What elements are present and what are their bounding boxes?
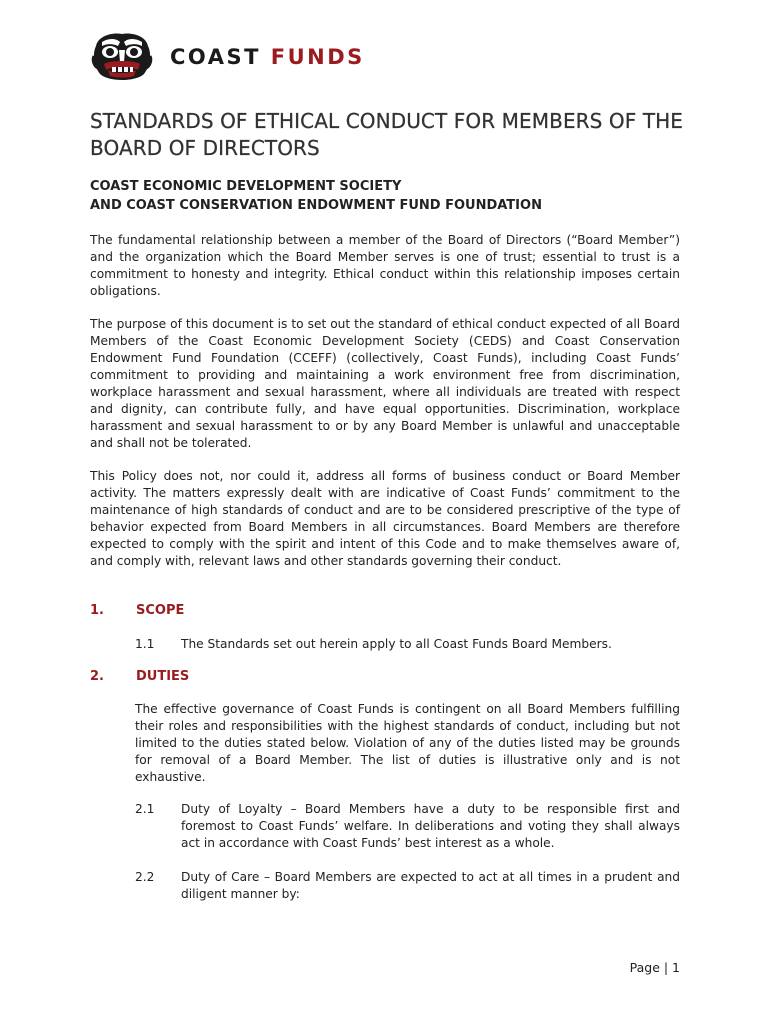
document-title: STANDARDS OF ETHICAL CONDUCT FOR MEMBERS OF THE BOARD OF DIRECTORS bbox=[90, 109, 684, 160]
duties-intro-paragraph: The effective governance of Coast Funds is contingent on all Board Members fulfilling their roles and responsibilities with the highest standards of conduct, including but not limited to the duties stated below. Violation of any of the duties listed may be grounds for removal of a Board Member. The list of duties is illustrative only and is not exhaustive. bbox=[135, 702, 680, 784]
clause-2-2 bbox=[135, 869, 680, 903]
clause-number: 1.1 bbox=[135, 637, 155, 651]
section-number: 2. bbox=[90, 669, 104, 684]
section-heading-duties bbox=[90, 668, 189, 686]
section-title: DUTIES bbox=[136, 669, 190, 684]
section-title: SCOPE bbox=[136, 603, 185, 618]
coast-funds-mask-logo-icon bbox=[90, 32, 154, 82]
clause-text: Duty of Loyalty – Board Members have a duty to be responsible first and foremost to Coast Funds’ welfare. In deliberations and voting they shall always act in accordance with Coast Funds’ best interest as a whole. bbox=[181, 802, 680, 850]
intro-paragraph-2: The purpose of this document is to set out the standard of ethical conduct expected of all Board Members of the Coast Economic Development Society (CEDS) and Coast Conservation Endowment Fund Foundation (CCEFF) (collectively, Coast Funds), including Coast Funds’ commitment to providing and maintaining a work environment free from discrimination, workplace harassment and sexual harassment, where all individuals are treated with respect and dignity, can contribute fully, and have equal opportunities. Discrimination, workplace harassment and sexual harassment to or by any Board Member is unlawful and unacceptable and shall not be tolerated. bbox=[90, 317, 680, 450]
clause-text: The Standards set out herein apply to all Coast Funds Board Members. bbox=[181, 637, 612, 651]
clause-2-1 bbox=[135, 801, 680, 852]
intro-paragraph-1: The fundamental relationship between a member of the Board of Directors (“Board Member”) and the organization which the Board Member serves is one of trust; essential to trust is a commitment to honesty and integrity. Ethical conduct within this relationship imposes certain obligations. bbox=[90, 233, 680, 298]
header-logo bbox=[90, 32, 365, 82]
clause-text: Duty of Care – Board Members are expected to act at all times in a prudent and diligent manner by: bbox=[181, 870, 680, 901]
subtitle-line-1: COAST ECONOMIC DEVELOPMENT SOCIETY bbox=[90, 179, 402, 194]
brand-word-funds: FUNDS bbox=[270, 45, 365, 69]
section-heading-scope bbox=[90, 602, 184, 620]
section-number: 1. bbox=[90, 603, 104, 618]
document-subtitle bbox=[90, 177, 690, 215]
subtitle-line-2: AND COAST CONSERVATION ENDOWMENT FUND FOUNDATION bbox=[90, 198, 542, 213]
clause-number: 2.2 bbox=[135, 870, 155, 884]
clause-number: 2.1 bbox=[135, 802, 155, 816]
clause-1-1 bbox=[135, 636, 680, 653]
page-number: Page | 1 bbox=[629, 960, 680, 975]
brand-name bbox=[170, 45, 365, 69]
intro-paragraph-3: This Policy does not, nor could it, address all forms of business conduct or Board Member activity. The matters expressly dealt with are indicative of Coast Funds’ commitment to the maintenance of high standards of conduct and are to be considered prescriptive of the type of behavior expected from Board Members in all circumstances. Board Members are therefore expected to comply with the spirit and intent of this Code and to make themselves aware of, and comply with, relevant laws and other standards governing their conduct. bbox=[90, 469, 680, 568]
brand-word-coast: COAST bbox=[170, 45, 261, 69]
